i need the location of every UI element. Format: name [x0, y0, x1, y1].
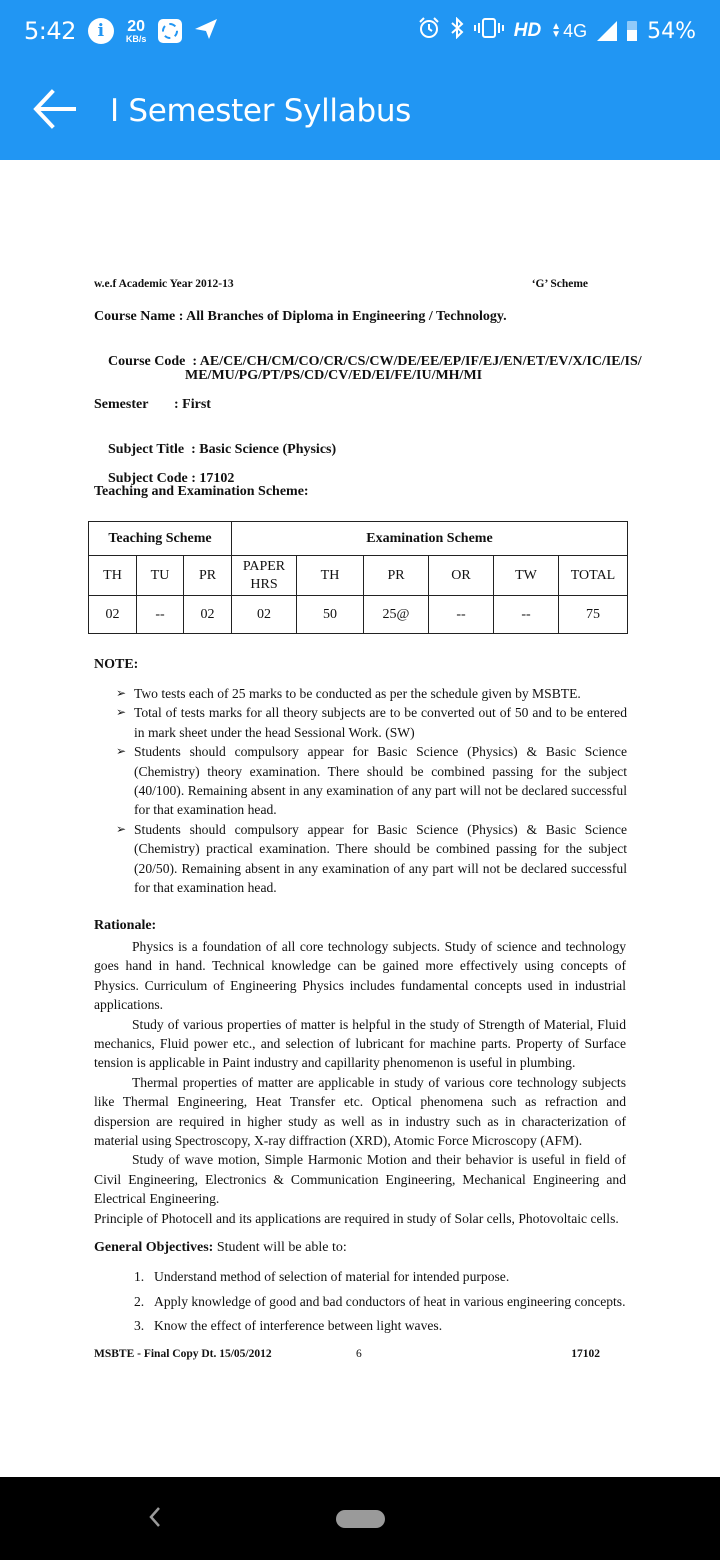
teaching-scheme-header: Teaching Scheme — [89, 522, 232, 556]
nav-back-button[interactable] — [145, 1505, 165, 1533]
page-number: 6 — [356, 1348, 362, 1360]
telegram-icon — [194, 18, 218, 45]
mi-icon — [158, 19, 182, 43]
footer-code: 17102 — [571, 1348, 600, 1360]
clock: 5:42 — [24, 17, 76, 45]
course-code-cont: ME/MU/PG/PT/PS/CD/CV/ED/EI/FE/IU/MH/MI — [185, 368, 483, 383]
hd-indicator: HD — [513, 20, 542, 41]
syllabus-document[interactable] — [0, 160, 720, 1477]
bluetooth-icon — [450, 17, 464, 45]
info-icon: i — [88, 18, 114, 44]
notes-list — [116, 684, 627, 897]
footer-copy: MSBTE - Final Copy Dt. 15/05/2012 — [94, 1348, 272, 1360]
rationale-paragraph: Thermal properties of matter are applicable in study of various core technology subjects like Thermal Engineering, Heat Transfer etc. Optical phenomena such as refraction and dispersion are required in higher study as well as in industry such as in characterization of material using Spectroscopy, X-ray diffraction (XRD), Atomic Force Microscopy (AFM). — [94, 1074, 626, 1149]
nav-home-button[interactable] — [336, 1510, 385, 1528]
academic-year: w.e.f Academic Year 2012-13 — [94, 278, 234, 290]
battery-icon — [627, 21, 637, 41]
course-code: Course Code : AE/CE/CH/CM/CO/CR/CS/CW/DE/EE/EP/IF/EJ/EN/ET/EV/X/IC/IE/IS/ — [108, 354, 642, 369]
back-button[interactable] — [24, 81, 84, 141]
paper-hrs-header: PAPER HRS — [232, 556, 297, 596]
subject-title: Subject Title : Basic Science (Physics) — [108, 442, 337, 457]
subject-code: Subject Code : 17102 — [108, 471, 235, 486]
rationale-paragraph: Physics is a foundation of all core technology subjects. Study of science and technology goes hand in hand. Technical knowledge can be gained more effectively using concepts of Physics. Curriculum of Engineering Physics includes fundamental concepts used in industrial applications. — [94, 939, 626, 1013]
status-bar — [0, 0, 720, 62]
data-arrows-icon: ▲ ▼ — [551, 21, 562, 40]
rationale-paragraph: Principle of Photocell and its applications are required in study of Solar cells, Photovoltaic cells. — [94, 1210, 619, 1226]
objective-item: 1. Understand method of selection of material for intended purpose. — [134, 1269, 510, 1284]
table-column-header: TH TU PR PAPER HRS TH PR OR TW TOTAL — [89, 556, 628, 596]
rationale-heading: Rationale: — [94, 918, 157, 933]
objective-item: 3. Know the effect of interference between light waves. — [134, 1318, 443, 1333]
table-row: 02 -- 02 02 50 25@ -- -- 75 — [89, 596, 628, 634]
signal-icon — [597, 21, 617, 41]
objectives-heading: General Objectives: Student will be able to: — [94, 1240, 347, 1255]
rationale-paragraph: Study of various properties of matter is helpful in the study of Strength of Material, Fluid mechanics, Fluid power etc., and selection of lubricant for machine parts. Property of Surface tension is applicable in Paint industry and capillarity phenomenon is useful in plumbing. — [94, 1016, 626, 1071]
network-type: ▲ ▼ 4G — [551, 20, 588, 41]
app-bar — [0, 62, 720, 160]
system-nav-bar — [0, 1477, 720, 1560]
vibrate-icon — [474, 17, 504, 45]
semester: Semester : First — [94, 397, 211, 412]
examination-scheme-header: Examination Scheme — [232, 522, 628, 556]
scheme-heading: Teaching and Examination Scheme: — [94, 484, 309, 499]
nav-back-icon — [148, 1506, 162, 1533]
arrow-left-icon — [32, 89, 76, 134]
rationale-paragraph: Study of wave motion, Simple Harmonic Motion and their behavior is useful in field of Civil Engineering, Electronics & Communication Engineering, Mechanical Engineering and Electrical Engineering. — [94, 1152, 626, 1207]
objectives-list — [134, 1265, 634, 1339]
note-item: ➢ Students should compulsory appear for Basic Science (Physics) & Basic Science (Chemistry) practical examination. There should be combined passing for the subject (20/50). Remaining absent in any examination of any part will not be declared successful for that examination head. — [116, 820, 627, 898]
page-title: I Semester Syllabus — [110, 93, 412, 129]
note-item: ➢ Two tests each of 25 marks to be conducted as per the schedule given by MSBTE. — [116, 684, 627, 703]
course-name: Course Name : All Branches of Diploma in Engineering / Technology. — [94, 309, 507, 324]
network-speed: 20 KB/s — [125, 17, 147, 44]
note-heading: NOTE: — [94, 657, 139, 672]
battery-percent: 54% — [647, 18, 696, 44]
alarm-icon — [418, 17, 440, 45]
scheme-table — [88, 521, 628, 634]
note-item: ➢ Total of tests marks for all theory subjects are to be converted out of 50 and to be entered in mark sheet under the head Sessional Work. (SW) — [116, 703, 627, 742]
table-group-header — [89, 522, 628, 556]
objective-item: 2. Apply knowledge of good and bad conductors of heat in various engineering concepts. — [134, 1293, 626, 1309]
note-item: ➢ Students should compulsory appear for Basic Science (Physics) & Basic Science (Chemistry) theory examination. There should be combined passing for the subject (40/100). Remaining absent in any examination of any part will not be declared successful for that examination head. — [116, 742, 627, 820]
rationale-text — [94, 937, 626, 1228]
document-footer — [94, 1348, 600, 1360]
scheme-label: ‘G’ Scheme — [531, 278, 588, 290]
document-header — [94, 278, 588, 290]
